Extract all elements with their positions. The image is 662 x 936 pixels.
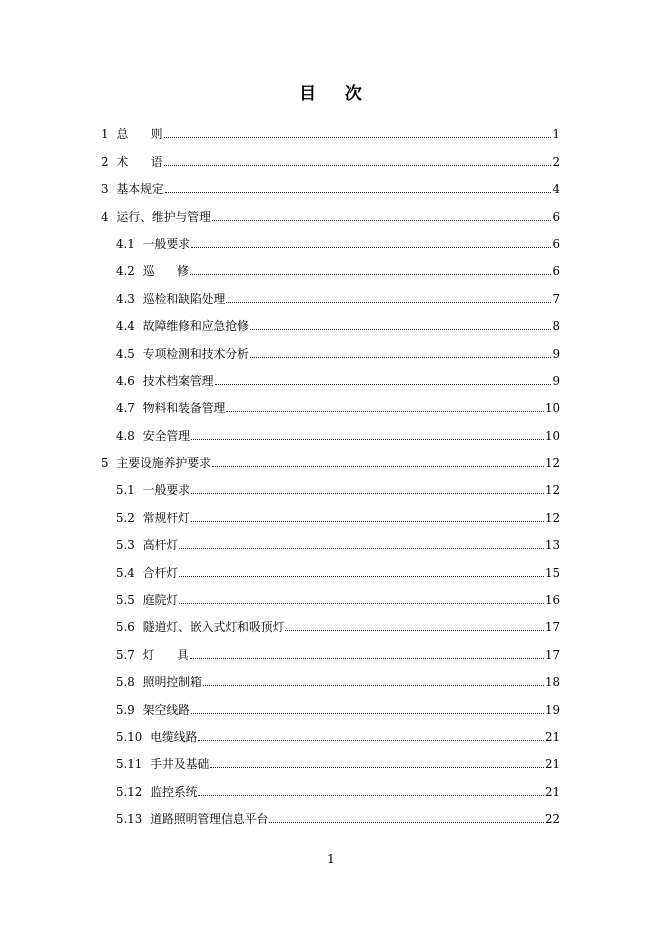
toc-entry-label: 基本规定 [116,182,164,197]
toc-entry-number: 4.4 [116,319,135,334]
toc-entry-page: 21 [544,729,560,744]
toc-entry[interactable] [116,607,560,634]
toc-entry-number: 4.3 [116,291,135,306]
toc-entry-label: 手井及基础 [150,757,210,772]
toc-entry-page: 9 [552,346,560,361]
dot-leader [179,589,544,604]
toc-entry-label: 技术档案管理 [142,373,214,388]
toc-entry[interactable] [116,333,560,360]
toc-entry-label: 专项检测和技术分析 [142,346,249,361]
toc-entry-label: 运行、维护与管理 [116,209,211,224]
toc-entry-page: 21 [544,784,560,799]
toc-entry-label: 巡 修 [142,264,189,279]
toc-entry-number: 5.3 [116,538,135,553]
toc-entry-page: 7 [552,291,560,306]
toc-entry-label: 高杆灯 [142,538,179,553]
toc-entry-label: 术 语 [116,154,163,169]
toc-entry-label: 一般要求 [142,236,190,251]
toc-entry-page: 6 [552,236,560,251]
toc-entry[interactable] [116,744,560,771]
toc-entry[interactable] [101,141,560,168]
toc-entry[interactable] [116,771,560,798]
toc-entry-label: 故障维修和应急抢修 [142,319,249,334]
toc-entry-page: 17 [544,620,560,635]
toc-entry-number: 1 [101,127,109,142]
toc-entry-page: 18 [544,675,560,690]
dot-leader [198,726,544,741]
toc-entry[interactable] [116,497,560,524]
toc-entry[interactable] [101,443,560,470]
toc-entry-number: 4.8 [116,428,135,443]
toc-entry[interactable] [116,470,560,497]
toc-entry-page: 4 [552,182,560,197]
toc-entry[interactable] [101,114,560,141]
table-of-contents [0,114,662,826]
toc-entry-label: 安全管理 [142,428,190,443]
toc-entry-page: 13 [544,538,560,553]
dot-leader [215,370,552,385]
page-number: 1 [327,852,335,866]
toc-entry-page: 6 [552,209,560,224]
dot-leader [165,178,552,193]
dot-leader [198,781,544,796]
toc-entry[interactable] [116,525,560,552]
dot-leader [164,151,552,166]
toc-entry-number: 4.6 [116,373,135,388]
toc-entry-number: 5.4 [116,565,135,580]
toc-entry-label: 总 则 [116,127,163,142]
toc-entry-page: 9 [552,373,560,388]
toc-entry-page: 21 [544,757,560,772]
dot-leader [191,233,552,248]
toc-entry-number: 4.7 [116,401,135,416]
dot-leader [250,343,552,358]
toc-entry-number: 4.1 [116,236,135,251]
dot-leader [179,562,544,577]
toc-entry[interactable] [116,552,560,579]
toc-entry[interactable] [116,717,560,744]
toc-entry-number: 5.7 [116,647,135,662]
toc-entry-page: 12 [544,510,560,525]
toc-entry-page: 10 [544,401,560,416]
dot-leader [164,123,552,138]
dot-leader [191,425,544,440]
toc-entry-number: 5.10 [116,729,143,744]
toc-entry-page: 12 [544,483,560,498]
toc-entry-page: 19 [544,702,560,717]
toc-entry-number: 5 [101,456,109,471]
toc-entry[interactable] [101,196,560,223]
toc-entry-number: 4.2 [116,264,135,279]
toc-entry[interactable] [116,662,560,689]
toc-entry-page: 1 [552,127,560,142]
toc-entry-label: 道路照明管理信息平台 [150,812,269,827]
toc-entry[interactable] [116,361,560,388]
toc-entry-label: 架空线路 [142,702,190,717]
dot-leader [226,288,551,303]
toc-entry-label: 主要设施养护要求 [116,456,211,471]
toc-entry-label: 电缆线路 [150,729,198,744]
toc-entry[interactable] [116,634,560,661]
dot-leader [212,452,544,467]
toc-entry-number: 5.11 [116,757,143,772]
toc-entry[interactable] [116,278,560,305]
toc-entry-label: 常规杆灯 [142,510,190,525]
toc-entry-number: 4 [101,209,109,224]
toc-entry[interactable] [116,799,560,826]
dot-leader [190,644,544,659]
dot-leader [210,753,544,768]
toc-entry[interactable] [116,224,560,251]
toc-entry-label: 庭院灯 [142,593,179,608]
toc-entry-label: 一般要求 [142,483,190,498]
dot-leader [212,206,552,221]
toc-entry-label: 巡检和缺陷处理 [142,291,226,306]
dot-leader [191,699,544,714]
dot-leader [226,397,544,412]
toc-entry-label: 隧道灯、嵌入式灯和吸顶灯 [142,620,285,635]
dot-leader [203,671,544,686]
toc-entry-page: 2 [552,154,560,169]
toc-entry-number: 5.2 [116,510,135,525]
dot-leader [191,507,544,522]
toc-entry-number: 5.8 [116,675,135,690]
toc-entry-page: 8 [552,319,560,334]
dot-leader [250,315,552,330]
toc-entry-page: 22 [544,812,560,827]
toc-entry-page: 12 [544,456,560,471]
toc-entry[interactable] [101,169,560,196]
toc-entry[interactable] [116,388,560,415]
toc-entry[interactable] [116,251,560,278]
toc-entry-number: 5.6 [116,620,135,635]
toc-entry-label: 合杆灯 [142,565,179,580]
dot-leader [191,479,544,494]
dot-leader [179,534,544,549]
toc-entry-label: 监控系统 [150,784,198,799]
toc-entry-label: 灯 具 [142,647,189,662]
toc-entry-page: 15 [544,565,560,580]
dot-leader [285,616,544,631]
dot-leader [190,260,552,275]
toc-entry[interactable] [116,415,560,442]
toc-entry-number: 5.9 [116,702,135,717]
toc-entry-label: 物料和装备管理 [142,401,226,416]
toc-entry-number: 5.5 [116,593,135,608]
toc-entry-number: 3 [101,182,109,197]
toc-entry[interactable] [116,580,560,607]
toc-entry-number: 5.12 [116,784,143,799]
toc-entry-page: 16 [544,593,560,608]
toc-entry-number: 5.1 [116,483,135,498]
toc-entry-number: 2 [101,154,109,169]
toc-entry-label: 照明控制箱 [142,675,202,690]
toc-entry-page: 10 [544,428,560,443]
toc-entry-number: 4.5 [116,346,135,361]
toc-entry-page: 6 [552,264,560,279]
toc-entry-page: 17 [544,647,560,662]
toc-entry[interactable] [116,689,560,716]
dot-leader [269,808,544,823]
toc-title: 目 次 [299,84,363,104]
toc-entry[interactable] [116,306,560,333]
toc-entry-number: 5.13 [116,812,143,827]
